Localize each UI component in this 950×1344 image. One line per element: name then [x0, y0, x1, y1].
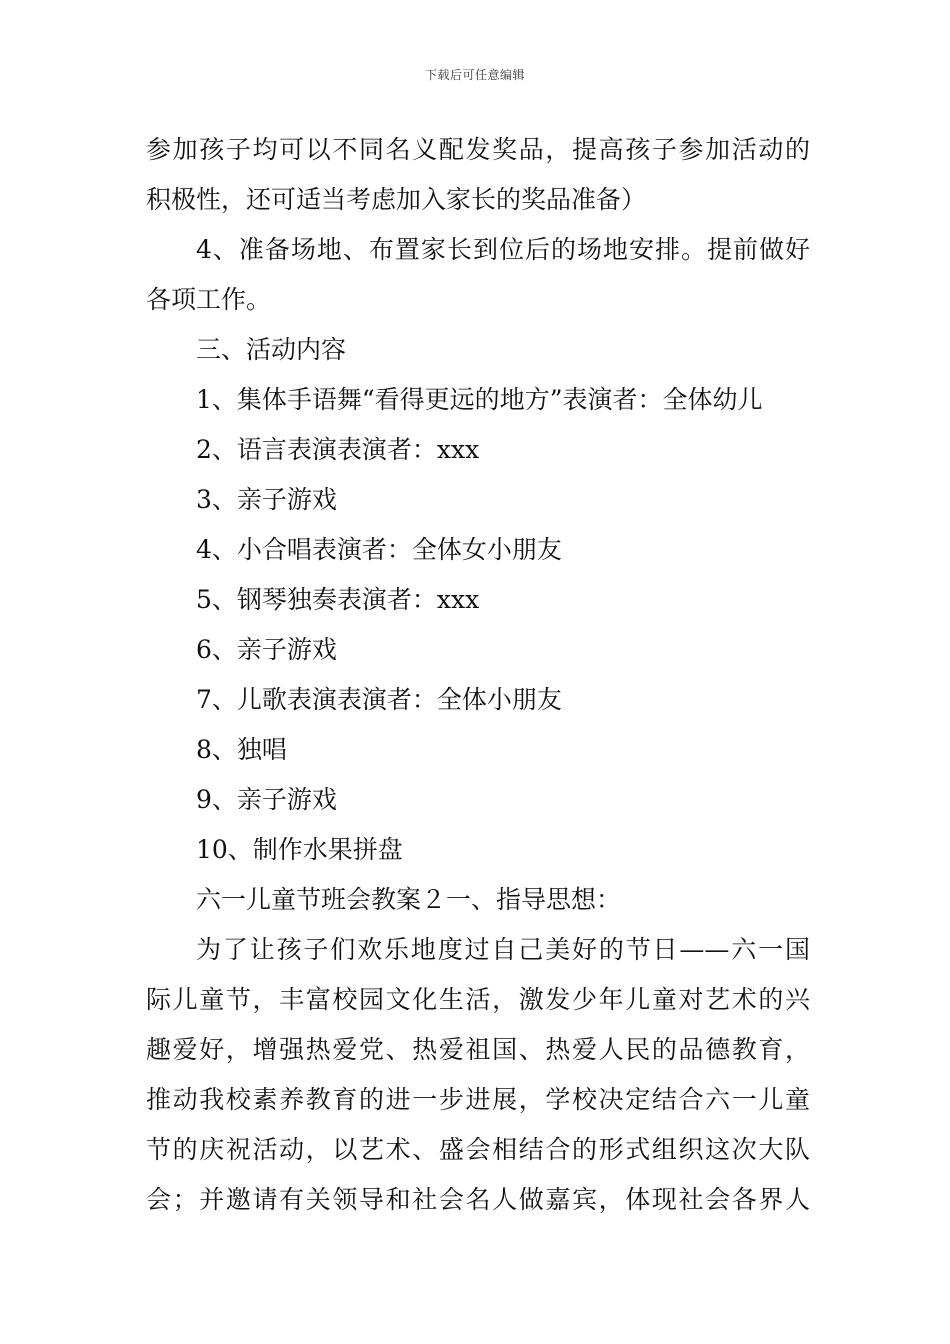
list-item-7: 7、儿歌表演表演者：全体小朋友 [196, 685, 562, 714]
page-header: 下载后可任意编辑 [424, 68, 525, 82]
paragraph-line-3: 趣爱好，增强热爱党、热爱祖国、热爱人民的品德教育， [146, 1035, 810, 1064]
paragraph-line-6: 会；并邀请有关领导和社会名人做嘉宾，体现社会各界人 [146, 1185, 810, 1214]
list-item-4: 4、小合唱表演者：全体女小朋友 [196, 535, 562, 564]
text-line-2: 积极性，还可适当考虑加入家长的奖品准备） [146, 185, 647, 214]
paragraph-line-5: 节的庆祝活动，以艺术、盛会相结合的形式组织这次大队 [146, 1135, 810, 1164]
text-line-3: 4、准备场地、布置家长到位后的场地安排。提前做好 [196, 235, 810, 264]
document-body [146, 125, 810, 1225]
list-item-6: 6、亲子游戏 [196, 635, 337, 664]
section-heading-activity-content: 三、活动内容 [196, 335, 347, 364]
list-item-8: 8、独唱 [196, 735, 287, 764]
paragraph-line-4: 推动我校素养教育的进一步进展，学校决定结合六一儿童 [146, 1085, 810, 1114]
paragraph-line-2: 际儿童节，丰富校园文化生活，激发少年儿童对艺术的兴 [146, 985, 810, 1014]
list-item-1: 1、集体手语舞“看得更远的地方”表演者：全体幼儿 [196, 385, 763, 414]
list-item-10: 10、制作水果拼盘 [196, 835, 403, 864]
paragraph-line-1: 为了让孩子们欢乐地度过自己美好的节日——六一国 [196, 935, 810, 964]
list-item-5: 5、钢琴独奏表演者：xxx [196, 585, 480, 614]
list-item-3: 3、亲子游戏 [196, 485, 337, 514]
list-item-2: 2、语言表演表演者：xxx [196, 435, 480, 464]
text-line-1: 参加孩子均可以不同名义配发奖品，提高孩子参加活动的 [146, 135, 810, 164]
text-line-4: 各项工作。 [146, 285, 272, 314]
section-title-guiding-idea: 六一儿童节班会教案２一、指导思想： [196, 885, 622, 914]
list-item-9: 9、亲子游戏 [196, 785, 337, 814]
